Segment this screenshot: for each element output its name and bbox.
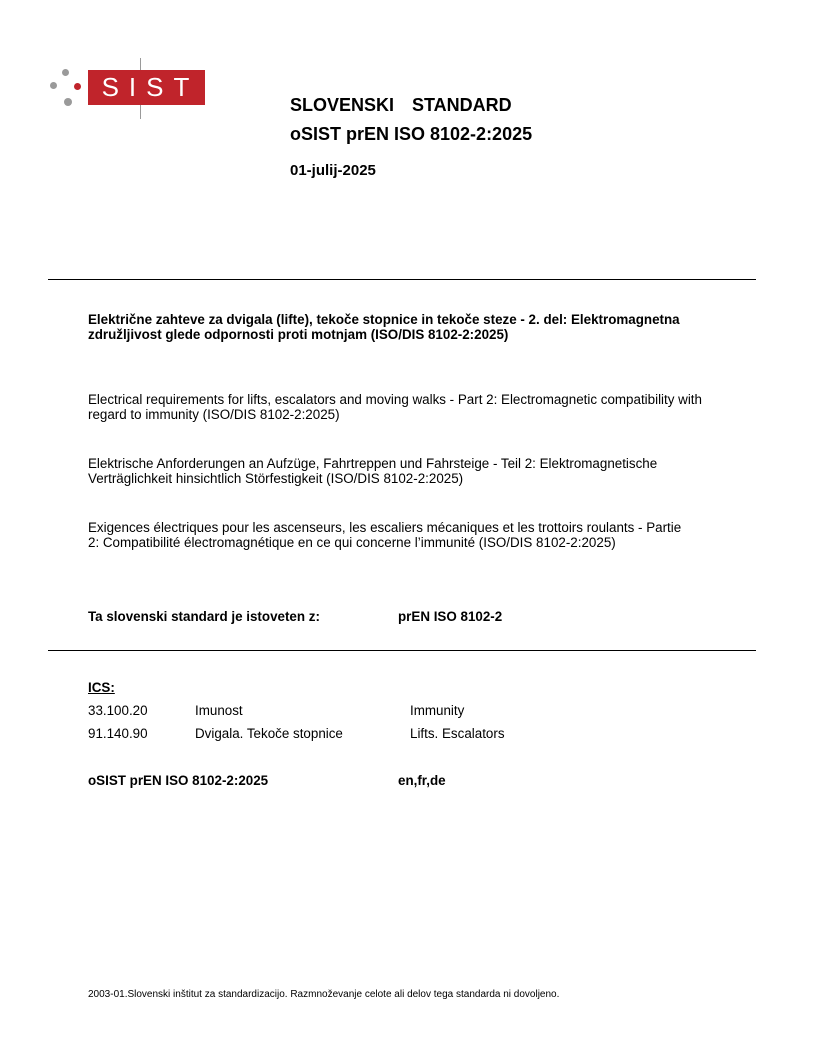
title-slovenian: Električne zahteve za dvigala (lifte), tekoče stopnice in tekoče steze - 2. del: Elektromagnetna združljivost glede odpornosti proti motnjam (ISO/DIS 8102-2:2025) xyxy=(88,312,680,342)
summary-languages: en,fr,de xyxy=(398,773,446,788)
ics-code: 33.100.20 xyxy=(88,703,148,718)
identical-label: Ta slovenski standard je istoveten z: xyxy=(88,609,320,624)
ics-heading: ICS: xyxy=(88,680,115,695)
ics-code: 91.140.90 xyxy=(88,726,148,741)
publication-date: 01-julij-2025 xyxy=(290,162,376,179)
logo-dot xyxy=(64,98,72,106)
logo-dot-red xyxy=(74,83,81,90)
copyright-footer: 2003-01.Slovenski inštitut za standardizacijo. Razmnoževanje celote ali delov tega standarda ni dovoljeno. xyxy=(88,989,560,1000)
sist-logo xyxy=(46,60,216,120)
ics-name-sl: Dvigala. Tekoče stopnice xyxy=(195,726,343,741)
logo-dot xyxy=(62,69,69,76)
divider-bottom xyxy=(48,650,756,651)
title-french: Exigences électriques pour les ascenseurs, les escaliers mécaniques et les trottoirs roulants - Partie 2: Compatibilité électromagnétique en ce qui concerne l’immunité (ISO/DIS 8102-2:2025) xyxy=(88,520,682,550)
logo-divider xyxy=(140,105,141,119)
summary-code: oSIST prEN ISO 8102-2:2025 xyxy=(88,773,269,788)
ics-name-en: Lifts. Escalators xyxy=(410,726,505,741)
ics-name-en: Immunity xyxy=(410,703,465,718)
logo-text: SIST xyxy=(88,70,205,105)
title-english: Electrical requirements for lifts, escalators and moving walks - Part 2: Electromagnetic compatibility with regard to immunity (ISO/DIS 8102-2:2025) xyxy=(88,392,702,422)
divider-top xyxy=(48,279,756,280)
identical-value: prEN ISO 8102-2 xyxy=(398,609,503,624)
title-german: Elektrische Anforderungen an Aufzüge, Fahrtreppen und Fahrsteige - Teil 2: Elektromagnetische Verträglichkeit hinsichtlich Störfestigkeit (ISO/DIS 8102-2:2025) xyxy=(88,456,658,486)
logo-divider xyxy=(140,58,141,70)
logo-dot xyxy=(50,82,57,89)
document-type: SLOVENSKI STANDARD xyxy=(290,95,512,115)
ics-name-sl: Imunost xyxy=(195,703,243,718)
standard-code: oSIST prEN ISO 8102-2:2025 xyxy=(290,124,533,144)
